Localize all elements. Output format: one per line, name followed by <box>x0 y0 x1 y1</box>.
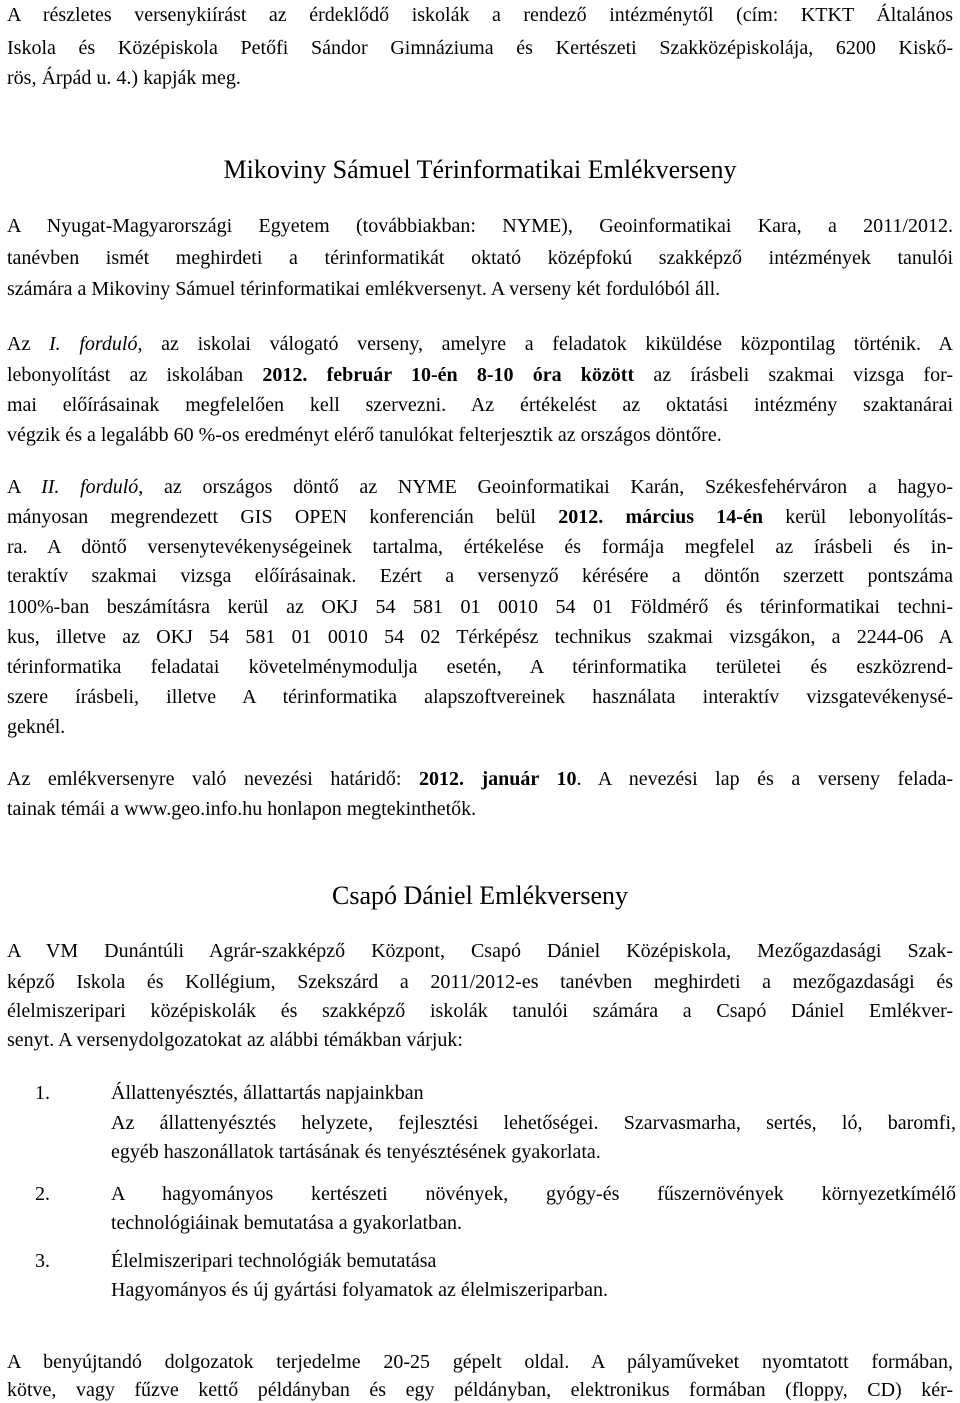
mikoviny-p3-line-7: térinformatika feladatai követelménymodulja esetén, A térinformatika területei és eszközrend- <box>7 656 953 678</box>
mikoviny-p2-line-2: lebonyolítást az iskolában 2012. február 10-én 8-10 óra között az írásbeli szakmai vizsga for- <box>7 364 953 386</box>
mikoviny-p2-line-4: végzik és a legalább 60 %-os eredményt elérő tanulókat felterjesztik az országos döntőre. <box>7 424 722 446</box>
topic-2-number: 2. <box>35 1183 50 1205</box>
csapo-p1-line-2: képző Iskola és Kollégium, Szekszárd a 2011/2012-es tanévben meghirdeti a mezőgazdasági és <box>7 971 953 993</box>
mikoviny-p3-line-1: A II. forduló, az országos döntő az NYME Geoinformatikai Karán, Székesfehérváron a hagyo- <box>7 476 953 498</box>
topic-1-title: Állattenyésztés, állattartás napjainkban <box>111 1082 424 1104</box>
mikoviny-p4-line-2: tainak témái a www.geo.info.hu honlapon megtekinthetők. <box>7 798 477 820</box>
mikoviny-p2-line-3: mai előírásainak megfelelően kell szervezni. Az értékelést az oktatási intézmény szaktanárai <box>7 394 953 416</box>
mikoviny-p3-line-8: szere írásbeli, illetve A térinformatika alapszoftvereinek használata interaktív vizsgatevékenysé- <box>7 686 953 708</box>
mikoviny-p1-line-1: A Nyugat-Magyarországi Egyetem (továbbiakban: NYME), Geoinformatikai Kara, a 2011/2012. <box>7 215 953 237</box>
topic-1-line-2: Az állattenyésztés helyzete, fejlesztési lehetőségei. Szarvasmarha, sertés, ló, baromfi, <box>111 1112 956 1134</box>
csapo-p2-line-2: kötve, vagy fűzve kettő példányban és egy példányban, elektronikus formában (floppy, CD) kér- <box>7 1379 953 1401</box>
intro-line-3: rös, Árpád u. 4.) kapják meg. <box>7 67 241 89</box>
mikoviny-p3-line-4: teraktív szakmai vizsga előírásainak. Ezért a versenyző kérésére a döntőn szerzett pontszáma <box>7 565 953 587</box>
topic-3-title: Élelmiszeripari technológiák bemutatása <box>111 1250 437 1272</box>
topic-3-number: 3. <box>35 1250 50 1272</box>
csapo-p2-line-1: A benyújtandó dolgozatok terjedelme 20-25 gépelt oldal. A pályaműveket nyomtatott formában, <box>7 1351 953 1373</box>
mikoviny-p4-line-1: Az emlékversenyre való nevezési határidő: 2012. január 10. A nevezési lap és a verseny felada- <box>7 768 953 790</box>
csapo-p1-line-1: A VM Dunántúli Agrár-szakképző Központ, Csapó Dániel Középiskola, Mezőgazdasági Szak- <box>7 940 953 962</box>
mikoviny-p3-line-3: ra. A döntő versenytevékenységeinek tartalma, értékelése és formája megfelel az írásbeli és in- <box>7 536 953 558</box>
topic-1-line-3: egyéb haszonállatok tartásának és tenyésztésének gyakorlata. <box>111 1141 601 1163</box>
mikoviny-p1-line-3: számára a Mikoviny Sámuel térinformatikai emlékversenyt. A verseny két fordulóból áll. <box>7 278 721 300</box>
mikoviny-p3-line-5: 100%-ban beszámításra kerül az OKJ 54 581 01 0010 54 01 Földmérő és térinformatikai techni- <box>7 596 953 618</box>
section-title-csapo: Csapó Dániel Emlékverseny <box>331 881 629 910</box>
section-title-mikoviny: Mikoviny Sámuel Térinformatikai Emlékverseny <box>223 155 737 184</box>
mikoviny-p2-line-1: Az I. forduló, az iskolai válogató verseny, amelyre a feladatok kiküldése központilag történik. A <box>7 333 953 355</box>
topic-3-line-2: Hagyományos és új gyártási folyamatok az élelmiszeriparban. <box>111 1279 609 1301</box>
topic-2-line-1: A hagyományos kertészeti növények, gyógy-és fűszernövények környezetkímélő <box>111 1183 956 1205</box>
intro-line-2: Iskola és Középiskola Petőfi Sándor Gimnáziuma és Kertészeti Szakközépiskolája, 6200 Kiskő- <box>7 37 953 59</box>
csapo-p1-line-4: senyt. A versenydolgozatokat az alábbi témákban várjuk: <box>7 1029 463 1051</box>
topic-2-line-2: technológiáinak bemutatása a gyakorlatban. <box>111 1212 462 1234</box>
mikoviny-p3-line-6: kus, illetve az OKJ 54 581 01 0010 54 02 Térképész technikus szakmai vizsgákon, a 2244-06 A <box>7 626 953 648</box>
mikoviny-p3-line-2: mányosan megrendezett GIS OPEN konferencián belül 2012. március 14-én kerül lebonyolítás- <box>7 506 953 528</box>
csapo-p1-line-3: élelmiszeripari középiskolák és szakképző iskolák tanulói számára a Csapó Dániel Emlékver- <box>7 1000 953 1022</box>
mikoviny-p1-line-2: tanévben ismét meghirdeti a térinformatikát oktató középfokú szakképző intézmények tanulói <box>7 247 953 269</box>
mikoviny-p3-line-9: geknél. <box>7 716 66 738</box>
topic-1-number: 1. <box>35 1082 50 1104</box>
intro-line-1: A részletes versenykiírást az érdeklődő iskolák a rendező intézménytől (cím: KTKT Általános <box>7 4 953 26</box>
